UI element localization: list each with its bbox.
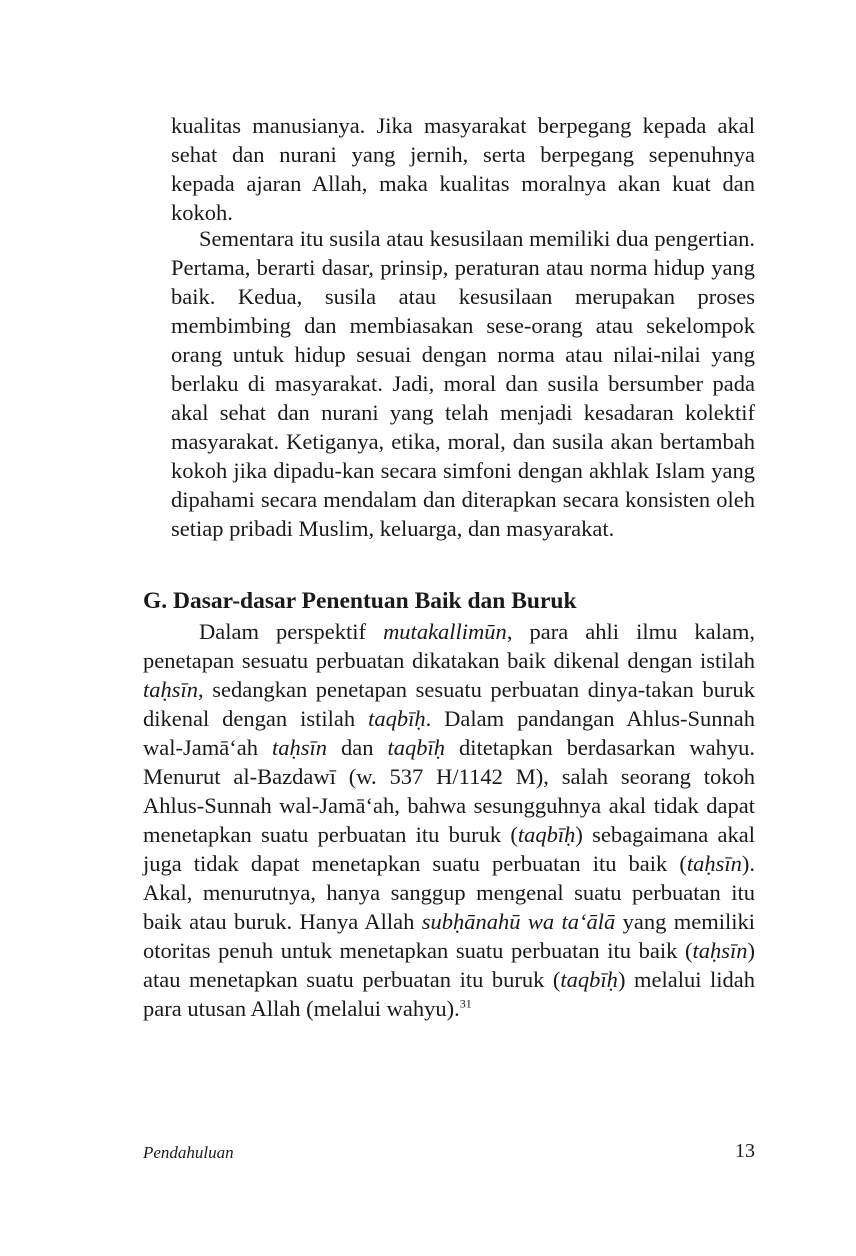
body-text: ). Akal, menurutnya, hanya sanggup mengenal suatu perbuatan itu baik atau buruk. Hanya Allah bbox=[143, 851, 755, 934]
paragraph-continuation: kualitas manusianya. Jika masyarakat berpegang kepada akal sehat dan nurani yang jernih, serta berpegang sepenuhnya kepada ajaran Allah, maka kualitas moralnya akan kuat dan kokoh. bbox=[171, 113, 755, 225]
paragraph-section-body bbox=[143, 617, 755, 1023]
italic-term: taḥsīn bbox=[271, 735, 327, 760]
body-text: ditetapkan berdasarkan wahyu. Menurut al-Bazdawī (w. 537 H/1142 M), salah seorang tokoh Ahlus-Sunnah wal-Jamā‘ah, bahwa sesungguhnya akal tidak dapat menetapkan suatu perbuatan itu buruk ( bbox=[143, 735, 755, 847]
italic-term: mutakallimūn bbox=[383, 619, 507, 644]
body-text: yang memiliki otoritas penuh untuk menetapkan suatu perbuatan itu baik ( bbox=[143, 909, 755, 963]
body-text: ) sebagaimana akal juga tidak dapat menetapkan suatu perbuatan itu baik ( bbox=[143, 822, 755, 876]
paragraph-susila: Sementara itu susila atau kesusilaan memiliki dua pengertian. Pertama, berarti dasar, prinsip, peraturan atau norma hidup yang baik. Kedua, susila atau kesusilaan merupakan proses membimbing dan membiasakan sese-orang atau sekelompok orang untuk hidup sesuai dengan norma atau nilai-nilai yang berlaku di masyarakat. Jadi, moral dan susila bersumber pada akal sehat dan nurani yang telah menjadi kesadaran kolektif masyarakat. Ketiganya, etika, moral, dan susila akan bertambah kokoh jika dipadu-kan secara simfoni dengan akhlak Islam yang dipahami secara mendalam dan diterapkan secara konsisten oleh setiap pribadi Muslim, keluarga, dan masyarakat. bbox=[171, 226, 755, 541]
body-text: dan bbox=[326, 735, 388, 760]
italic-term: taqbīḥ bbox=[387, 735, 445, 760]
body-text: ) melalui lidah para utusan Allah (melalui wahyu). bbox=[143, 967, 755, 1021]
italic-term: subḥānahū wa ta‘ālā bbox=[421, 909, 616, 934]
italic-term: taqbīḥ bbox=[517, 822, 576, 847]
body-text: Dalam perspektif bbox=[199, 619, 384, 644]
footnote-marker[interactable]: 31 bbox=[459, 996, 472, 1011]
italic-term: taḥsīn bbox=[692, 938, 748, 963]
italic-term: taḥsīn bbox=[686, 851, 742, 876]
running-footer-chapter: Pendahuluan bbox=[143, 1143, 234, 1162]
body-text: ) atau menetapkan suatu perbuatan itu buruk ( bbox=[143, 938, 755, 992]
body-text: . Dalam pandangan Ahlus-Sunnah wal-Jamā‘ah bbox=[143, 706, 755, 760]
italic-term: taḥsīn bbox=[143, 677, 199, 702]
section-heading: G. Dasar-dasar Penentuan Baik dan Buruk bbox=[143, 588, 577, 614]
body-text: , sedangkan penetapan sesuatu perbuatan dinya-takan buruk dikenal dengan istilah bbox=[143, 677, 755, 731]
page-number: 13 bbox=[735, 1140, 755, 1162]
body-text: , para ahli ilmu kalam, penetapan sesuatu perbuatan dikatakan baik dikenal dengan istilah bbox=[143, 619, 755, 673]
italic-term: taqbīḥ bbox=[560, 967, 618, 992]
italic-term: taqbīḥ bbox=[368, 706, 426, 731]
